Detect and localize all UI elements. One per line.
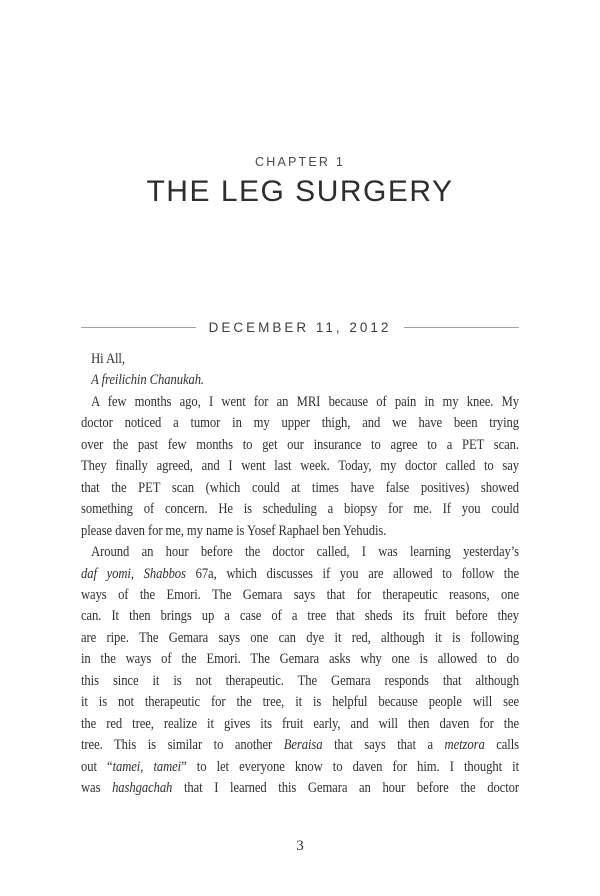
- text-line: the red tree, realize it gives its fruit early, and will then daven for the: [81, 715, 519, 732]
- chapter-title: THE LEG SURGERY: [146, 175, 454, 208]
- text-line: please daven for me, my name is Yosef Raphael ben Yehudis.: [81, 522, 387, 539]
- body-text: [81, 349, 519, 800]
- text-line: ways of the Emori. The Gemara says that for therapeutic reasons, one: [81, 586, 519, 603]
- text-line: A freilichin Chanukah.: [91, 372, 205, 389]
- divider-rule-left: [81, 327, 196, 328]
- text-line: something of concern. He is scheduling a biopsy for me. If you could: [81, 501, 519, 518]
- text-line: in the ways of the Emori. The Gemara asks why one is allowed to do: [81, 651, 519, 668]
- text-line: it is not therapeutic for the tree, it is helpful because people will see: [81, 694, 519, 711]
- text-line: They finally agreed, and I went last week. Today, my doctor called to say: [81, 458, 519, 475]
- text-line: this since it is not therapeutic. The Gemara responds that although: [81, 672, 519, 689]
- text-line: was hashgachah that I learned this Gemara an hour before the doctor: [81, 780, 519, 797]
- text-line: daf yomi, Shabbos 67a, which discusses if you are allowed to follow the: [81, 565, 519, 582]
- text-line: over the past few months to get our insurance to agree to a PET scan.: [81, 436, 519, 453]
- text-line: doctor noticed a tumor in my upper thigh, and we have been trying: [81, 415, 519, 432]
- text-line: out “tamei, tamei” to let everyone know to daven for him. I thought it: [81, 758, 520, 775]
- text-line: are ripe. The Gemara says one can dye it red, although it is following: [81, 629, 519, 646]
- text-line: Around an hour before the doctor called, I was learning yesterday’s: [91, 544, 519, 561]
- text-line: tree. This is similar to another Beraisa that says that a metzora calls: [81, 737, 520, 754]
- text-line: that the PET scan (which could at times have false positives) showed: [81, 479, 519, 496]
- divider-rule-right: [404, 327, 519, 328]
- text-line: Hi All,: [91, 351, 125, 367]
- date-divider: [81, 318, 519, 336]
- text-line: can. It then brings up a case of a tree that sheds its fruit before they: [81, 608, 519, 625]
- text-line: A few months ago, I went for an MRI because of pain in my knee. My: [91, 393, 519, 410]
- chapter-label: CHAPTER 1: [255, 155, 345, 169]
- entry-date-heading: DECEMBER 11, 2012: [208, 319, 392, 335]
- page-number: 3: [296, 838, 304, 854]
